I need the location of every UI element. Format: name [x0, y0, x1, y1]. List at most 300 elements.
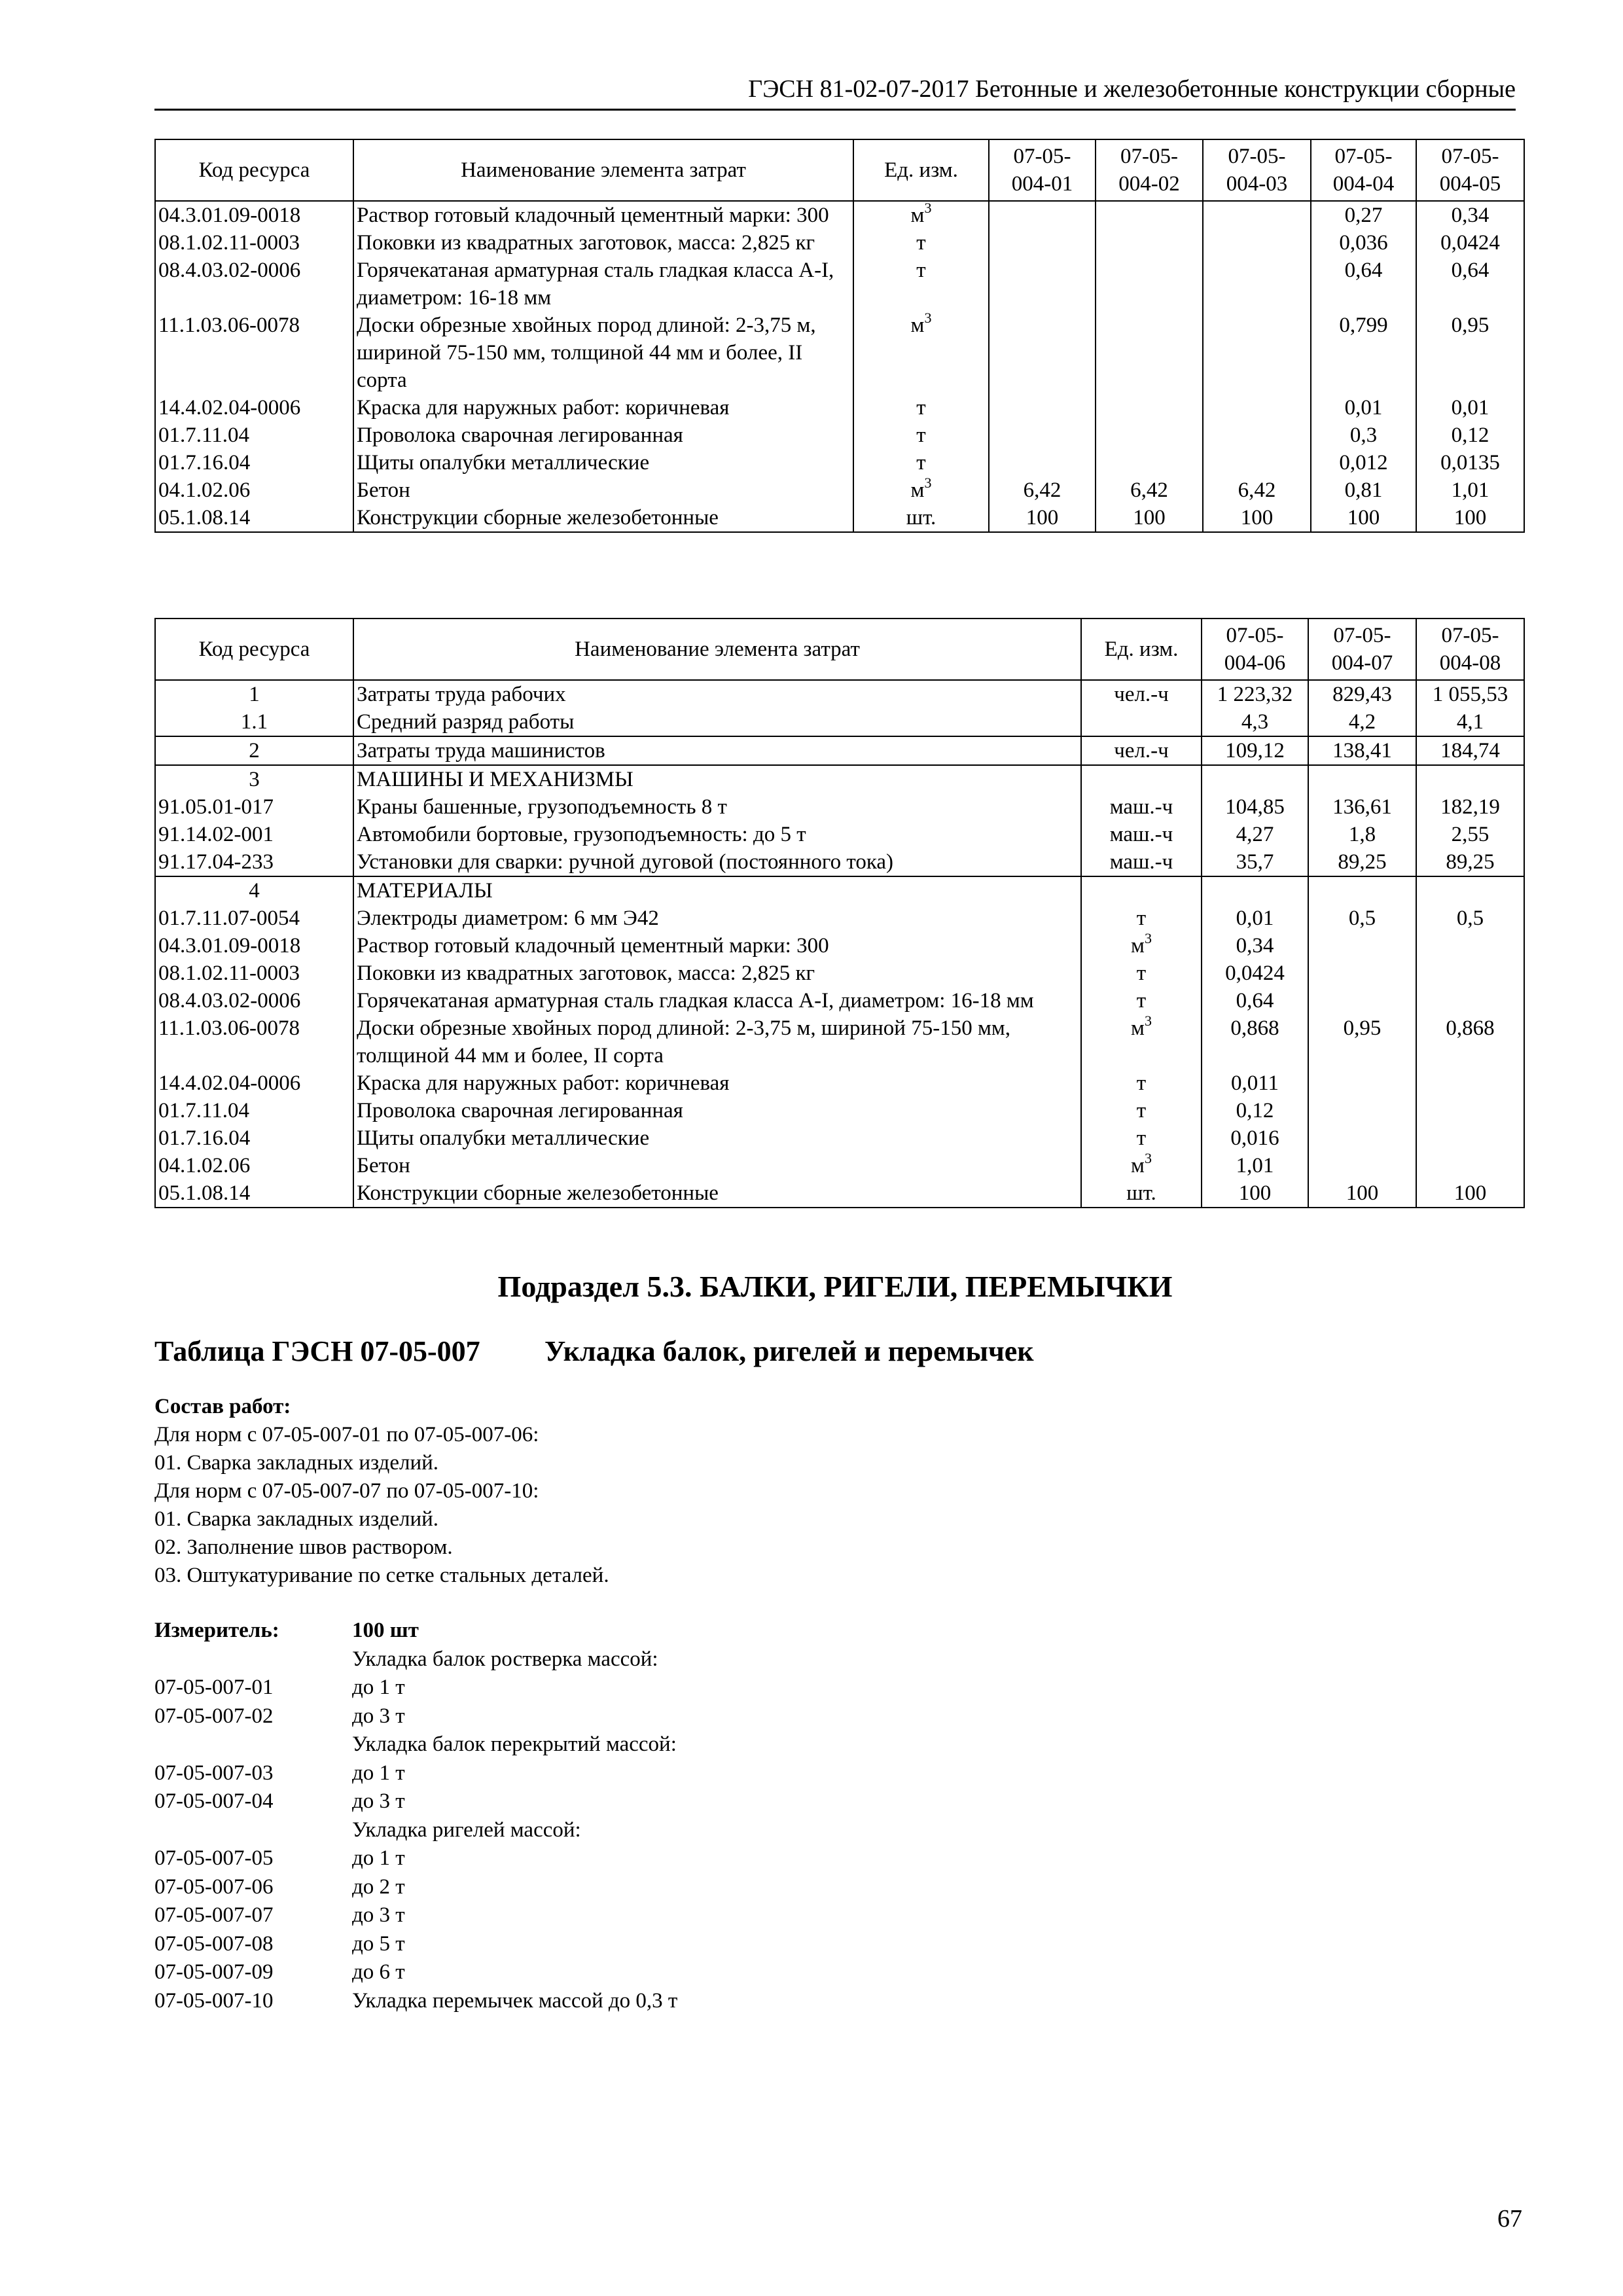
- resource-code: 01.7.16.04: [155, 1124, 353, 1152]
- unit-cell: [1081, 1097, 1202, 1124]
- value-cell: [1202, 876, 1308, 905]
- value-cell: [989, 229, 1096, 257]
- table-row: [155, 312, 1524, 394]
- unit-value: шт.: [1126, 1181, 1156, 1205]
- value-cell: [1203, 422, 1311, 449]
- value-cell: 4,1: [1416, 708, 1524, 736]
- measure-row: [154, 1787, 1332, 1816]
- resource-name: Средний разряд работы: [353, 708, 1081, 736]
- unit-value: м: [1131, 1016, 1145, 1040]
- value-cell: 100: [1308, 1179, 1416, 1208]
- unit-value: м: [910, 204, 925, 227]
- resource-code: 04.1.02.06: [155, 1152, 353, 1179]
- unit-cell: [1081, 736, 1202, 765]
- unit-value: маш.-ч: [1109, 795, 1173, 819]
- unit-cell: [853, 257, 989, 312]
- table-row: [155, 987, 1524, 1014]
- resource-name: Проволока сварочная легированная: [353, 422, 853, 449]
- column-header: 07-05- 004-02: [1096, 139, 1203, 201]
- value-cell: [1202, 765, 1308, 793]
- value-cell: 100: [1311, 504, 1416, 532]
- value-cell: 0,01: [1202, 905, 1308, 932]
- table-row: [155, 960, 1524, 987]
- measure-unit: 100 шт: [352, 1619, 419, 1642]
- norm-code: 07-05-007-06: [154, 1874, 274, 1899]
- resource-name: Поковки из квадратных заготовок, масса: 2,825 кг: [353, 960, 1081, 987]
- norm-code: 07-05-007-08: [154, 1931, 274, 1956]
- value-cell: 136,61: [1308, 793, 1416, 821]
- table-row: [155, 504, 1524, 532]
- unit-cell: [1081, 876, 1202, 905]
- work-composition-line: Для норм с 07-05-007-07 по 07-05-007-10:: [154, 1479, 539, 1503]
- measure-row: [154, 1958, 1332, 1987]
- norm-code: 07-05-007-10: [154, 1988, 274, 2013]
- value-cell: [989, 422, 1096, 449]
- value-cell: [1096, 257, 1203, 312]
- resource-code: 08.1.02.11-0003: [155, 960, 353, 987]
- value-cell: [1308, 1124, 1416, 1152]
- norm-description: Укладка перемычек массой до 0,3 т: [352, 1988, 678, 2013]
- unit-superscript: 3: [1144, 932, 1152, 946]
- work-composition: [154, 1393, 1332, 1590]
- value-cell: 100: [1202, 1179, 1308, 1208]
- norm-code: 07-05-007-02: [154, 1704, 274, 1728]
- value-cell: 0,12: [1202, 1097, 1308, 1124]
- work-composition-line: 02. Заполнение швов раствором.: [154, 1535, 453, 1559]
- unit-cell: [853, 504, 989, 532]
- unit-value: м: [1131, 1154, 1145, 1177]
- resource-name: Поковки из квадратных заготовок, масса: 2,825 кг: [353, 229, 853, 257]
- resource-name: Краны башенные, грузоподъемность 8 т: [353, 793, 1081, 821]
- value-cell: 6,42: [1203, 476, 1311, 504]
- value-cell: 184,74: [1416, 736, 1524, 765]
- unit-cell: [1081, 1179, 1202, 1208]
- value-cell: 100: [1203, 504, 1311, 532]
- value-cell: 4,2: [1308, 708, 1416, 736]
- value-cell: [1203, 312, 1311, 394]
- measure-row: [154, 1702, 1332, 1731]
- resource-table-1: [154, 139, 1525, 533]
- unit-cell: [1081, 1124, 1202, 1152]
- resource-code: 1.1: [155, 708, 353, 736]
- value-cell: 0,5: [1416, 905, 1524, 932]
- resource-code: 11.1.03.06-0078: [155, 1014, 353, 1069]
- unit-value: м: [1131, 934, 1145, 958]
- resource-name: Установки для сварки: ручной дуговой (постоянного тока): [353, 848, 1081, 876]
- resource-name: Доски обрезные хвойных пород длиной: 2-3,75 м, шириной 75-150 мм, толщиной 44 мм и более, II сорта: [353, 1014, 1081, 1069]
- work-composition-label: Состав работ:: [154, 1395, 291, 1418]
- unit-value: т: [1136, 961, 1147, 985]
- table-code: Таблица ГЭСН 07-05-007: [154, 1335, 480, 1367]
- value-cell: 182,19: [1416, 793, 1524, 821]
- running-header: [154, 71, 1516, 111]
- value-cell: 0,799: [1311, 312, 1416, 394]
- value-cell: 2,55: [1416, 821, 1524, 848]
- value-cell: 100: [1416, 504, 1524, 532]
- value-cell: 89,25: [1308, 848, 1416, 876]
- value-cell: [989, 257, 1096, 312]
- resource-code: 91.17.04-233: [155, 848, 353, 876]
- norm-description: до 1 т: [352, 1761, 405, 1785]
- value-cell: 0,34: [1202, 932, 1308, 960]
- unit-value: шт.: [906, 506, 936, 529]
- value-cell: [1096, 449, 1203, 476]
- resource-code: 08.4.03.02-0006: [155, 987, 353, 1014]
- value-cell: [989, 312, 1096, 394]
- value-cell: 0,868: [1202, 1014, 1308, 1069]
- measure-block: [154, 1617, 1332, 2015]
- value-cell: [1416, 1097, 1524, 1124]
- table-row: [155, 1124, 1524, 1152]
- norm-code: 07-05-007-07: [154, 1903, 274, 1927]
- unit-cell: [1081, 987, 1202, 1014]
- value-cell: 6,42: [1096, 476, 1203, 504]
- unit-value: т: [1136, 1099, 1147, 1122]
- resource-name: Электроды диаметром: 6 мм Э42: [353, 905, 1081, 932]
- resource-name: Конструкции сборные железобетонные: [353, 504, 853, 532]
- unit-cell: [1081, 1152, 1202, 1179]
- column-header: Код ресурса: [155, 139, 353, 201]
- column-header: 07-05- 004-05: [1416, 139, 1524, 201]
- resource-code: 04.1.02.06: [155, 476, 353, 504]
- value-cell: [1416, 1069, 1524, 1097]
- value-cell: 4,27: [1202, 821, 1308, 848]
- unit-value: чел.-ч: [1114, 683, 1169, 706]
- value-cell: 0,868: [1416, 1014, 1524, 1069]
- resource-name: Затраты труда рабочих: [353, 680, 1081, 708]
- measure-row: [154, 1844, 1332, 1873]
- value-cell: 6,42: [989, 476, 1096, 504]
- unit-superscript: 3: [1144, 1152, 1152, 1166]
- measure-row: [154, 1816, 1332, 1845]
- table-name: Укладка балок, ригелей и перемычек: [544, 1335, 1034, 1367]
- value-cell: [1096, 201, 1203, 229]
- resource-code: 91.05.01-017: [155, 793, 353, 821]
- value-cell: 1 223,32: [1202, 680, 1308, 708]
- value-cell: [1203, 449, 1311, 476]
- resource-name: Бетон: [353, 1152, 1081, 1179]
- value-cell: [1096, 229, 1203, 257]
- unit-cell: [853, 201, 989, 229]
- table-row: [155, 1179, 1524, 1208]
- norm-description: до 6 т: [352, 1960, 405, 1984]
- unit-cell: [1081, 1014, 1202, 1069]
- value-cell: [989, 201, 1096, 229]
- resource-code: 05.1.08.14: [155, 504, 353, 532]
- value-cell: [1416, 987, 1524, 1014]
- value-cell: 0,81: [1311, 476, 1416, 504]
- value-cell: [1308, 932, 1416, 960]
- resource-code: 1: [155, 680, 353, 708]
- resource-name: Автомобили бортовые, грузоподъемность: до 5 т: [353, 821, 1081, 848]
- unit-cell: [1081, 848, 1202, 876]
- value-cell: 0,012: [1311, 449, 1416, 476]
- column-header: Ед. изм.: [853, 139, 989, 201]
- value-cell: 100: [1416, 1179, 1524, 1208]
- measure-row: [154, 1645, 1332, 1674]
- norm-description: Укладка ригелей массой:: [352, 1818, 581, 1842]
- value-cell: 0,036: [1311, 229, 1416, 257]
- table-row: [155, 793, 1524, 821]
- resource-name: Проволока сварочная легированная: [353, 1097, 1081, 1124]
- value-cell: 35,7: [1202, 848, 1308, 876]
- value-cell: 0,0424: [1416, 229, 1524, 257]
- table-row: [155, 394, 1524, 422]
- unit-cell: [1081, 680, 1202, 708]
- unit-superscript: 3: [924, 476, 932, 491]
- value-cell: 1,01: [1202, 1152, 1308, 1179]
- norm-description: Укладка балок ростверка массой:: [352, 1647, 658, 1671]
- resource-code: 01.7.11.04: [155, 422, 353, 449]
- value-cell: [1203, 257, 1311, 312]
- measure-row: [154, 1901, 1332, 1930]
- unit-value: м: [910, 478, 925, 502]
- resource-code: 3: [155, 765, 353, 793]
- unit-superscript: 3: [924, 201, 932, 216]
- unit-value: т: [1136, 1126, 1147, 1150]
- value-cell: 829,43: [1308, 680, 1416, 708]
- value-cell: [1203, 394, 1311, 422]
- unit-value: т: [1136, 906, 1147, 930]
- value-cell: 0,01: [1416, 394, 1524, 422]
- value-cell: 1,8: [1308, 821, 1416, 848]
- column-header: 07-05- 004-08: [1416, 619, 1524, 680]
- unit-cell: [1081, 765, 1202, 793]
- table-row: [155, 257, 1524, 312]
- unit-cell: [1081, 821, 1202, 848]
- norm-description: до 3 т: [352, 1903, 405, 1927]
- resource-code: 04.3.01.09-0018: [155, 932, 353, 960]
- column-header: 07-05- 004-07: [1308, 619, 1416, 680]
- value-cell: 104,85: [1202, 793, 1308, 821]
- unit-superscript: 3: [1144, 1014, 1152, 1029]
- table-row: [155, 905, 1524, 932]
- value-cell: [1096, 422, 1203, 449]
- value-cell: [1416, 960, 1524, 987]
- norm-description: до 3 т: [352, 1704, 405, 1728]
- value-cell: 138,41: [1308, 736, 1416, 765]
- value-cell: 4,3: [1202, 708, 1308, 736]
- resource-table-2: [154, 618, 1525, 1208]
- resource-code: 05.1.08.14: [155, 1179, 353, 1208]
- resource-name: Раствор готовый кладочный цементный марки: 300: [353, 932, 1081, 960]
- work-composition-line: 03. Оштукатуривание по сетке стальных деталей.: [154, 1564, 609, 1587]
- value-cell: 89,25: [1416, 848, 1524, 876]
- table-row: [155, 821, 1524, 848]
- norm-description: до 3 т: [352, 1789, 405, 1813]
- table-heading: [154, 1333, 1034, 1371]
- table-row: [155, 449, 1524, 476]
- unit-cell: [1081, 1069, 1202, 1097]
- resource-name: Горячекатаная арматурная сталь гладкая класса А-I, диаметром: 16-18 мм: [353, 257, 853, 312]
- resource-code: 01.7.11.07-0054: [155, 905, 353, 932]
- resource-name: Раствор готовый кладочный цементный марки: 300: [353, 201, 853, 229]
- value-cell: 0,12: [1416, 422, 1524, 449]
- value-cell: [1203, 201, 1311, 229]
- value-cell: [1416, 1152, 1524, 1179]
- unit-cell: [853, 312, 989, 394]
- measure-row: [154, 1731, 1332, 1759]
- unit-value: чел.-ч: [1114, 739, 1169, 762]
- measure-row: [154, 1873, 1332, 1902]
- norm-description: Укладка балок перекрытий массой:: [352, 1732, 677, 1756]
- norm-code: 07-05-007-01: [154, 1676, 274, 1699]
- value-cell: 0,01: [1311, 394, 1416, 422]
- table-row: [155, 201, 1524, 229]
- measure-row: [154, 1930, 1332, 1959]
- norm-description: до 1 т: [352, 1676, 405, 1699]
- unit-value: т: [1136, 989, 1147, 1013]
- norm-code: 07-05-007-05: [154, 1846, 274, 1870]
- column-header: Наименование элемента затрат: [353, 619, 1081, 680]
- table-row: [155, 229, 1524, 257]
- unit-cell: [1081, 905, 1202, 932]
- table-row: [155, 932, 1524, 960]
- table-row: [155, 848, 1524, 876]
- unit-value: маш.-ч: [1109, 823, 1173, 846]
- page-number: 67: [1497, 2205, 1522, 2233]
- unit-cell: [853, 394, 989, 422]
- unit-cell: [853, 229, 989, 257]
- column-header: 07-05- 004-03: [1203, 139, 1311, 201]
- value-cell: [1096, 312, 1203, 394]
- resource-code: 08.4.03.02-0006: [155, 257, 353, 312]
- value-cell: 0,27: [1311, 201, 1416, 229]
- value-cell: 0,95: [1416, 312, 1524, 394]
- table-row: [155, 1152, 1524, 1179]
- table-row: [155, 876, 1524, 905]
- unit-cell: [1081, 932, 1202, 960]
- resource-name: Щиты опалубки металлические: [353, 1124, 1081, 1152]
- resource-name: Доски обрезные хвойных пород длиной: 2-3,75 м, шириной 75-150 мм, толщиной 44 мм и более, II сорта: [353, 312, 853, 394]
- unit-value: т: [916, 231, 926, 255]
- unit-value: т: [916, 396, 926, 420]
- unit-cell: [1081, 960, 1202, 987]
- resource-code: 08.1.02.11-0003: [155, 229, 353, 257]
- resource-name: Краска для наружных работ: коричневая: [353, 1069, 1081, 1097]
- norm-description: до 5 т: [352, 1931, 405, 1956]
- unit-value: маш.-ч: [1109, 850, 1173, 874]
- resource-code: 01.7.11.04: [155, 1097, 353, 1124]
- unit-cell: [1081, 793, 1202, 821]
- unit-value: м: [910, 314, 925, 337]
- table-row: [155, 422, 1524, 449]
- value-cell: [989, 449, 1096, 476]
- resource-code: 91.14.02-001: [155, 821, 353, 848]
- table-row: [155, 765, 1524, 793]
- unit-cell: [853, 449, 989, 476]
- unit-superscript: 3: [924, 312, 932, 326]
- value-cell: [1416, 932, 1524, 960]
- resource-name: Конструкции сборные железобетонные: [353, 1179, 1081, 1208]
- column-header: Ед. изм.: [1081, 619, 1202, 680]
- resource-name: Щиты опалубки металлические: [353, 449, 853, 476]
- unit-cell: [1081, 708, 1202, 736]
- resource-name: Горячекатаная арматурная сталь гладкая класса А-I, диаметром: 16-18 мм: [353, 987, 1081, 1014]
- value-cell: [1308, 960, 1416, 987]
- subsection-heading: Подраздел 5.3. БАЛКИ, РИГЕЛИ, ПЕРЕМЫЧКИ: [497, 1270, 1173, 1303]
- value-cell: 0,64: [1202, 987, 1308, 1014]
- norm-code: 07-05-007-09: [154, 1960, 274, 1984]
- norm-code: 07-05-007-03: [154, 1761, 274, 1785]
- table-row: [155, 1014, 1524, 1069]
- value-cell: [1308, 765, 1416, 793]
- column-header: 07-05- 004-04: [1311, 139, 1416, 201]
- column-header: Наименование элемента затрат: [353, 139, 853, 201]
- unit-value: т: [916, 259, 926, 282]
- unit-cell: [853, 476, 989, 504]
- resource-code: 14.4.02.04-0006: [155, 394, 353, 422]
- norm-description: до 2 т: [352, 1874, 405, 1899]
- value-cell: 0,34: [1416, 201, 1524, 229]
- table-row: [155, 708, 1524, 736]
- running-header-title: ГЭСН 81-02-07-2017 Бетонные и железобетонные конструкции сборные: [748, 75, 1516, 103]
- value-cell: 1,01: [1416, 476, 1524, 504]
- value-cell: [1308, 876, 1416, 905]
- unit-value: т: [1136, 1071, 1147, 1095]
- work-composition-line: Для норм с 07-05-007-01 по 07-05-007-06:: [154, 1423, 539, 1446]
- resource-code: 01.7.16.04: [155, 449, 353, 476]
- value-cell: [989, 394, 1096, 422]
- resource-name: Бетон: [353, 476, 853, 504]
- resource-code: 14.4.02.04-0006: [155, 1069, 353, 1097]
- value-cell: 100: [1096, 504, 1203, 532]
- value-cell: [1308, 987, 1416, 1014]
- value-cell: 0,0424: [1202, 960, 1308, 987]
- value-cell: 100: [989, 504, 1096, 532]
- column-header: Код ресурса: [155, 619, 353, 680]
- resource-code: 2: [155, 736, 353, 765]
- resource-name: МАТЕРИАЛЫ: [353, 876, 1081, 905]
- resource-code: 04.3.01.09-0018: [155, 201, 353, 229]
- value-cell: 0,5: [1308, 905, 1416, 932]
- value-cell: [1308, 1152, 1416, 1179]
- measure-row: [154, 1759, 1332, 1788]
- column-header: 07-05- 004-01: [989, 139, 1096, 201]
- value-cell: [1203, 229, 1311, 257]
- value-cell: [1096, 394, 1203, 422]
- value-cell: [1416, 1124, 1524, 1152]
- table-row: [155, 1069, 1524, 1097]
- value-cell: 0,3: [1311, 422, 1416, 449]
- work-composition-line: 01. Сварка закладных изделий.: [154, 1451, 439, 1475]
- value-cell: 109,12: [1202, 736, 1308, 765]
- resource-name: МАШИНЫ И МЕХАНИЗМЫ: [353, 765, 1081, 793]
- table-row: [155, 680, 1524, 708]
- resource-code: 11.1.03.06-0078: [155, 312, 353, 394]
- resource-code: 4: [155, 876, 353, 905]
- column-header: 07-05- 004-06: [1202, 619, 1308, 680]
- norm-description: до 1 т: [352, 1846, 405, 1870]
- value-cell: 0,011: [1202, 1069, 1308, 1097]
- value-cell: 0,016: [1202, 1124, 1308, 1152]
- work-composition-line: 01. Сварка закладных изделий.: [154, 1507, 439, 1531]
- value-cell: [1308, 1069, 1416, 1097]
- value-cell: 0,95: [1308, 1014, 1416, 1069]
- measure-label: Измеритель:: [154, 1619, 279, 1642]
- value-cell: 1 055,53: [1416, 680, 1524, 708]
- value-cell: 0,64: [1311, 257, 1416, 312]
- value-cell: [1308, 1097, 1416, 1124]
- measure-row: [154, 1674, 1332, 1702]
- unit-cell: [853, 422, 989, 449]
- table-row: [155, 1097, 1524, 1124]
- table-row: [155, 476, 1524, 504]
- unit-value: т: [916, 423, 926, 447]
- unit-value: т: [916, 451, 926, 475]
- value-cell: 0,0135: [1416, 449, 1524, 476]
- resource-name: Краска для наружных работ: коричневая: [353, 394, 853, 422]
